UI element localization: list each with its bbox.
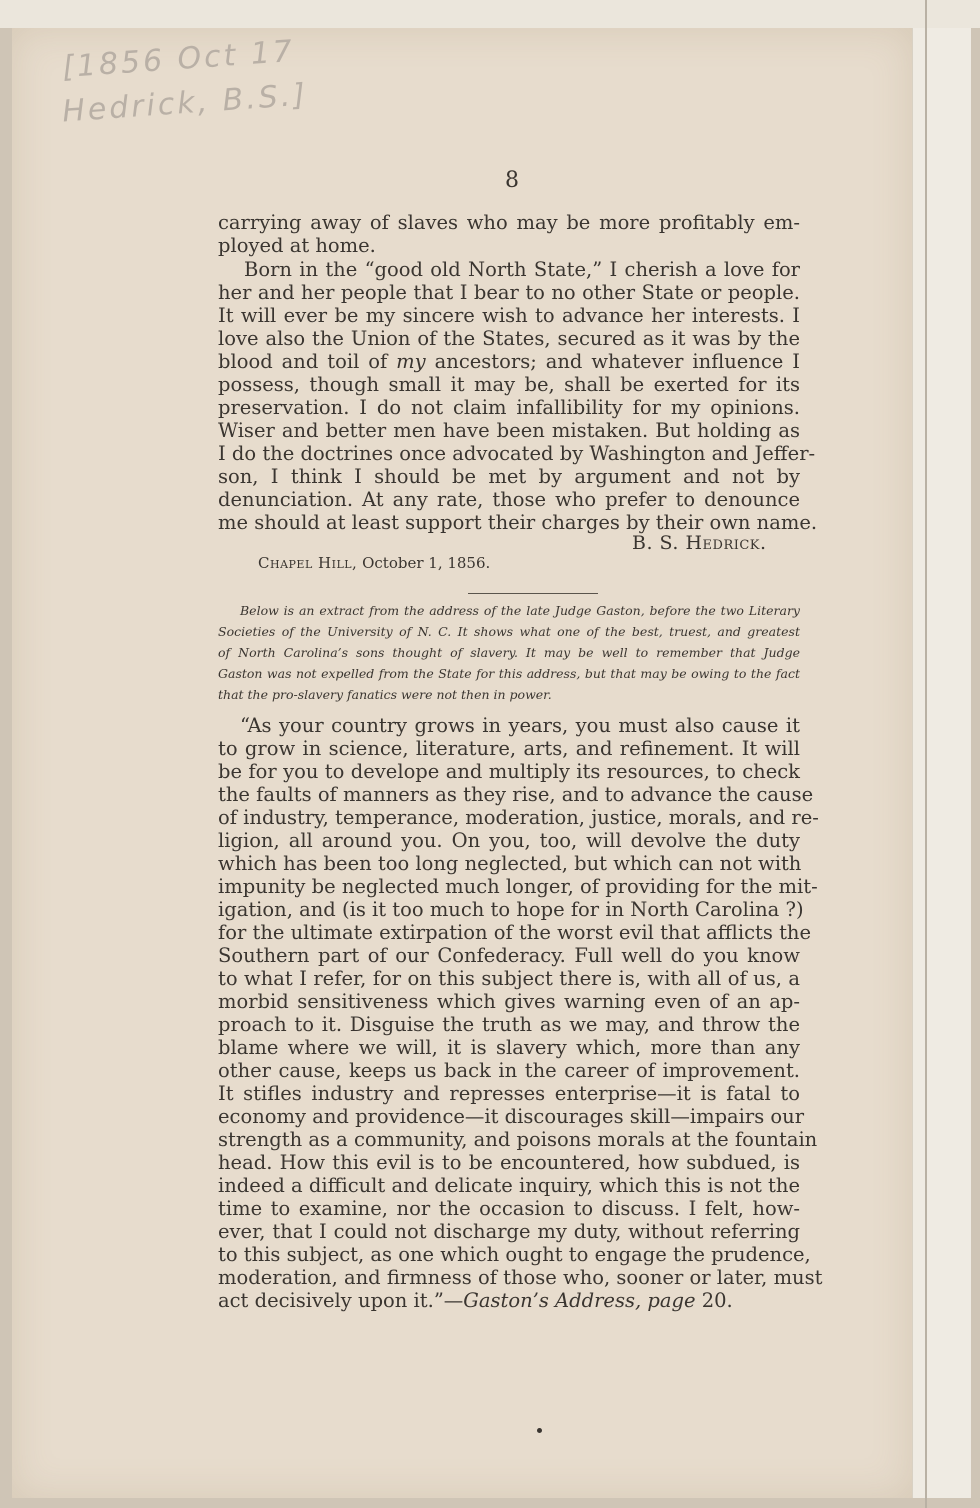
letter-line: ployed at home. (218, 234, 376, 257)
section-divider (468, 593, 598, 594)
quotation-line: other cause, keeps us back in the career of improvement. (218, 1059, 800, 1082)
letter-line: Born in the “good old North State,” I cherish a love for (244, 258, 800, 281)
editor-note-line: Below is an extract from the address of the late Judge Gaston, before the two Literary (240, 603, 800, 618)
quotation-line: head. How this evil is to be encountered, how subdued, is (218, 1151, 800, 1174)
quotation-line: moderation, and firmness of those who, sooner or later, must (218, 1266, 823, 1289)
quotation-line: of industry, temperance, moderation, justice, morals, and re- (218, 806, 819, 829)
letter-line: son, I think I should be met by argument and not by (218, 465, 800, 488)
quotation-line: to grow in science, literature, arts, and refinement. It will (218, 737, 800, 760)
quotation-line: It stifles industry and represses enterprise—it is fatal to (218, 1082, 800, 1105)
letter-line-emphasis: blood and toil of my ancestors; and whatever influence I (218, 350, 800, 373)
editor-note-line: of North Carolina’s sons thought of slavery. It may be well to remember that Judge (218, 645, 800, 660)
dateline-place: Chapel Hill, (258, 554, 358, 572)
binding-edge (925, 0, 927, 1508)
quotation-line: which has been too long neglected, but which can not with (218, 852, 802, 875)
letter-line: I do the doctrines once advocated by Washington and Jeffer- (218, 442, 816, 465)
quotation-line: strength as a community, and poisons morals at the fountain (218, 1128, 818, 1151)
quotation-line: economy and providence—it discourages skill—impairs our (218, 1105, 805, 1128)
letter-line: It will ever be my sincere wish to advance her interests. I (218, 304, 800, 327)
dateline (258, 554, 490, 572)
quotation-source: Gaston’s Address, page (463, 1289, 696, 1312)
paper-speck (537, 1428, 542, 1433)
letter-line: me should at least support their charges by their own name. (218, 511, 818, 534)
quotation-line: Southern part of our Confederacy. Full well do you know (218, 944, 800, 967)
quotation-line: morbid sensitiveness which gives warning even of an ap- (218, 990, 800, 1013)
quotation-attribution-line: act decisively upon it.”—Gaston’s Address, page 20. (218, 1289, 733, 1312)
quotation-line: “As your country grows in years, you must also cause it (240, 714, 800, 737)
binding-flap (912, 28, 971, 1498)
editor-note-line: that the pro-slavery fanatics were not then in power. (218, 687, 552, 702)
quotation-line: impunity be neglected much longer, of providing for the mit- (218, 875, 818, 898)
dateline-date: October 1, 1856. (357, 554, 491, 572)
pencil-annotation-name: Hedrick, B.S.] (61, 77, 309, 130)
quotation-line: blame where we will, it is slavery which, more than any (218, 1036, 800, 1059)
quotation-line: to this subject, as one which ought to engage the prudence, (218, 1243, 811, 1266)
quotation-line: ligion, all around you. On you, too, will devolve the duty (218, 829, 800, 852)
letter-line: Wiser and better men have been mistaken. But holding as (218, 419, 800, 442)
editor-note-line: Gaston was not expelled from the State for this address, but that may be owing to the fact (218, 666, 800, 681)
signature: B. S. Hedrick. (632, 532, 767, 554)
quotation-line: for the ultimate extirpation of the worst evil that afflicts the (218, 921, 811, 944)
quotation-source-page: 20. (695, 1289, 733, 1312)
editor-note-line: Societies of the University of N. C. It shows what one of the best, truest, and greatest (218, 624, 800, 639)
letter-line: preservation. I do not claim infallibility for my opinions. (218, 396, 800, 419)
quotation-line: the faults of manners as they rise, and to advance the cause (218, 783, 814, 806)
letter-line: carrying away of slaves who may be more profitably em- (218, 211, 800, 234)
quotation-line: to what I refer, for on this subject there is, with all of us, a (218, 967, 800, 990)
quotation-line: ever, that I could not discharge my duty, without referring (218, 1220, 800, 1243)
quotation-line: be for you to develope and multiply its resources, to check (218, 760, 800, 783)
letter-line: denunciation. At any rate, those who prefer to denounce (218, 488, 800, 511)
emphasis-word: my (396, 350, 426, 373)
quotation-line: igation, and (is it too much to hope for in North Carolina ?) (218, 898, 804, 921)
pencil-annotation-date: [1856 Oct 17 (61, 33, 297, 86)
page-number: 8 (505, 168, 519, 193)
letter-line: her and her people that I bear to no other State or people. (218, 281, 800, 304)
quotation-line: time to examine, nor the occasion to discuss. I felt, how- (218, 1197, 800, 1220)
quotation-line: proach to it. Disguise the truth as we may, and throw the (218, 1013, 800, 1036)
letter-line: love also the Union of the States, secured as it was by the (218, 327, 800, 350)
letter-line: possess, though small it may be, shall be exerted for its (218, 373, 800, 396)
scan-top-strip (0, 0, 980, 28)
quotation-line: indeed a difficult and delicate inquiry, which this is not the (218, 1174, 800, 1197)
